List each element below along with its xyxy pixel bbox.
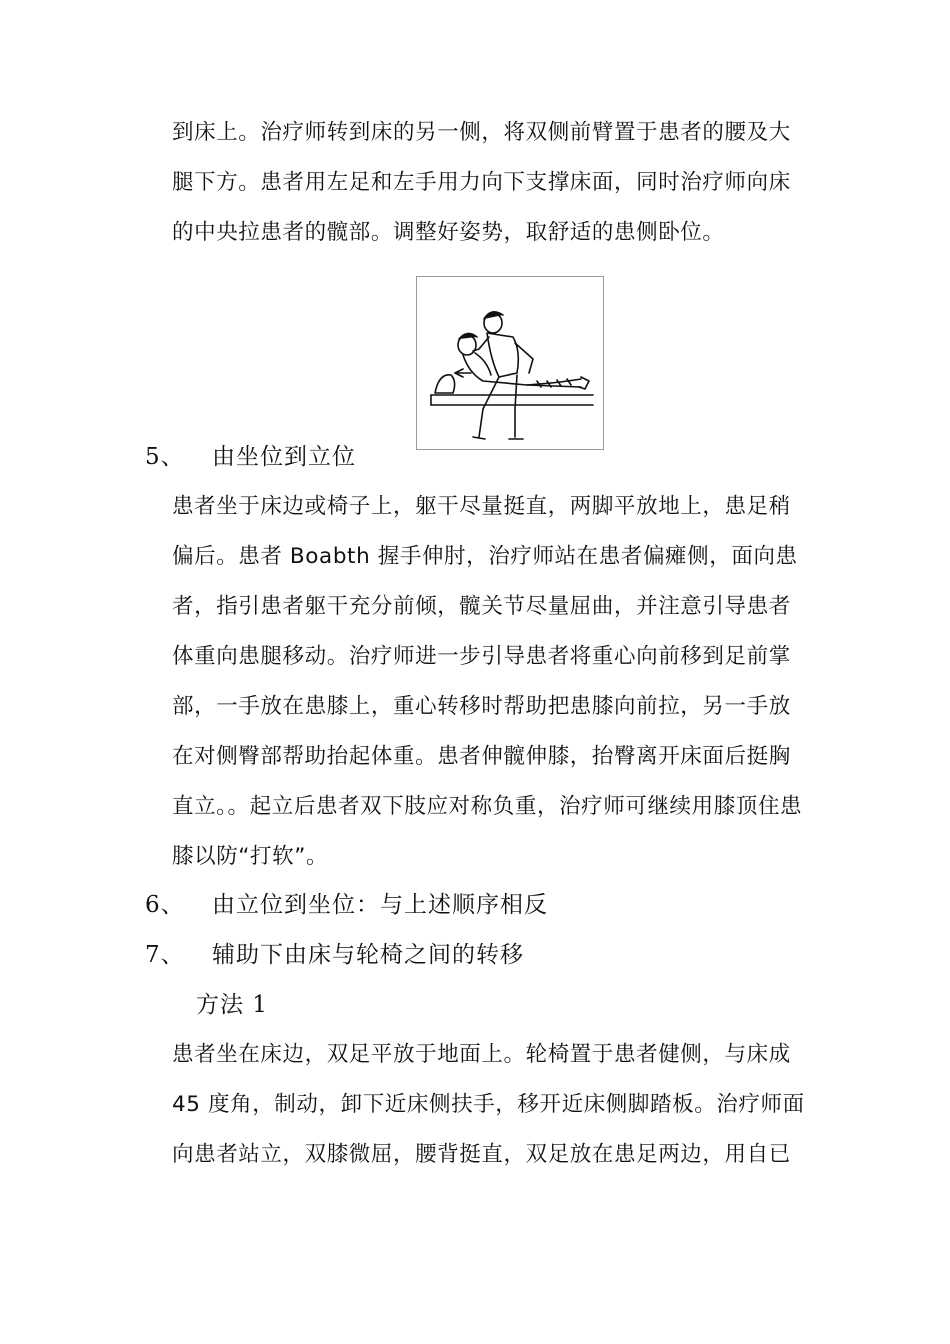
text-line: 的中央拉患者的髋部。调整好姿势，取舒适的患侧卧位。 bbox=[172, 220, 725, 245]
text-line: 45 度角，制动，卸下近床侧扶手，移开近床侧脚踏板。治疗师面 bbox=[172, 1092, 805, 1117]
text-line: 腿下方。患者用左足和左手用力向下支撑床面，同时治疗师向床 bbox=[172, 170, 791, 195]
transfer-illustration bbox=[416, 276, 604, 450]
text-line: 直立。。起立后患者双下肢应对称负重，治疗师可继续用膝顶住患 bbox=[172, 794, 803, 819]
text-line: 者，指引患者躯干充分前倾，髋关节尽量屈曲，并注意引导患者 bbox=[172, 594, 791, 619]
text-line: 体重向患腿移动。治疗师进一步引导患者将重心向前移到足前掌 bbox=[172, 644, 791, 669]
text-line: 向患者站立，双膝微屈，腰背挺直，双足放在患足两边，用自已 bbox=[172, 1142, 791, 1167]
text-line: 在对侧臀部帮助抬起体重。患者伸髋伸膝，抬臀离开床面后挺胸 bbox=[172, 744, 791, 769]
therapist-patient-icon bbox=[417, 277, 603, 449]
section-title: 辅助下由床与轮椅之间的转移 bbox=[212, 942, 524, 968]
section-title: 由坐位到立位 bbox=[212, 444, 356, 470]
text-line: 到床上。治疗师转到床的另一侧，将双侧前臂置于患者的腰及大 bbox=[172, 120, 791, 145]
text-line: 部，一手放在患膝上，重心转移时帮助把患膝向前拉，另一手放 bbox=[172, 694, 791, 719]
text-line: 患者坐在床边，双足平放于地面上。轮椅置于患者健侧，与床成 bbox=[172, 1042, 791, 1067]
text-line: 患者坐于床边或椅子上，躯干尽量挺直，两脚平放地上，患足稍 bbox=[172, 494, 791, 519]
text-line: 膝以防“打软”。 bbox=[172, 844, 329, 869]
text-line: 偏后。患者 Boabth 握手伸肘，治疗师站在患者偏瘫侧，面向患 bbox=[172, 544, 798, 569]
method-label: 方法 1 bbox=[196, 992, 268, 1018]
section-title: 由立位到坐位：与上述顺序相反 bbox=[212, 892, 548, 918]
section-number: 5、 bbox=[145, 444, 185, 470]
section-number: 6、 bbox=[145, 892, 185, 918]
section-number: 7、 bbox=[145, 942, 185, 968]
